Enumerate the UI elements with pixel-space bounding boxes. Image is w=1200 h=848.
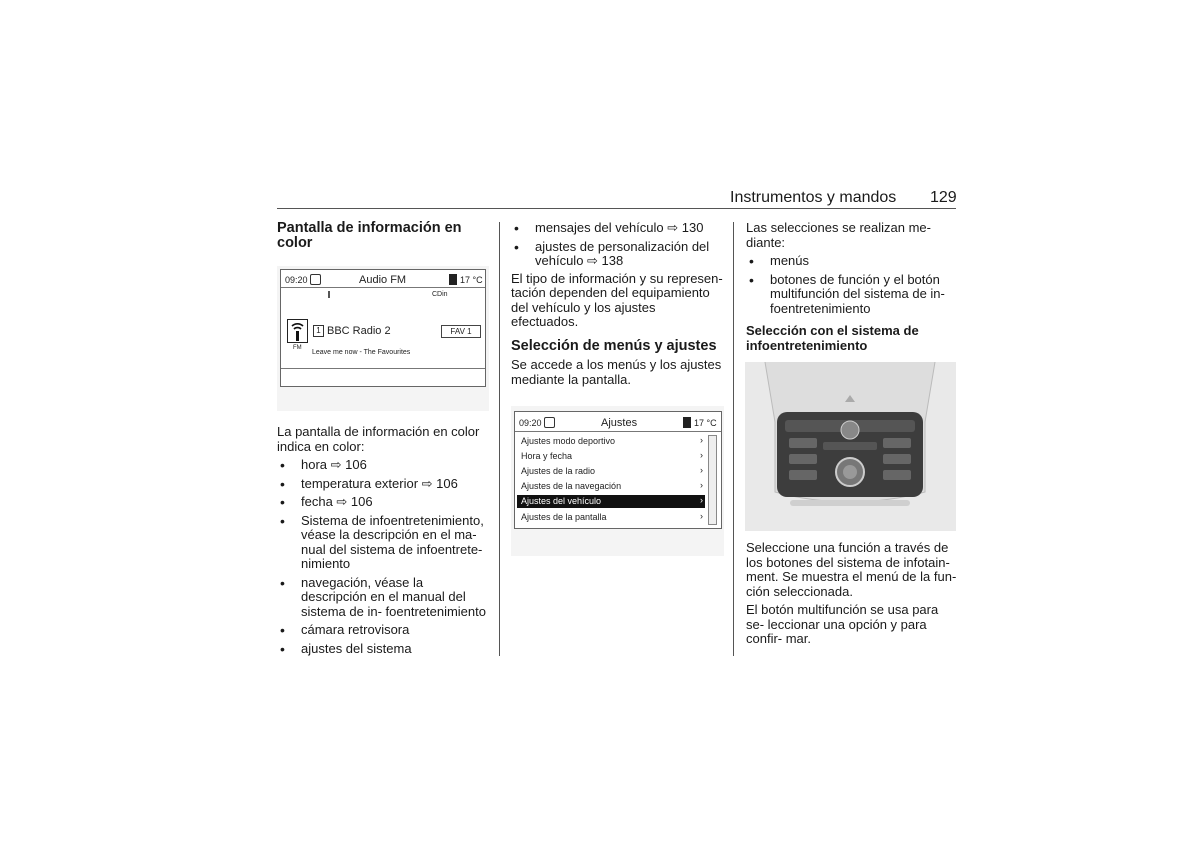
column-1 <box>277 221 492 250</box>
chevron-right-icon: › <box>700 495 703 505</box>
band-label: FM <box>293 345 302 351</box>
cd-label: CDin <box>432 291 448 298</box>
thermometer-icon <box>449 274 457 285</box>
favourite-button[interactable]: FAV 1 <box>441 325 481 338</box>
section-heading: Selección de menús y ajustes <box>511 337 717 354</box>
section-heading: Pantalla de información en color <box>277 220 462 251</box>
screen-time: 09:20 <box>519 418 542 428</box>
column-divider <box>499 222 500 656</box>
info-list <box>277 458 492 656</box>
menu-row[interactable]: Ajustes de la radio › <box>521 465 703 476</box>
list-item: • ajustes del sistema <box>277 642 492 657</box>
list-item: • ajustes de personalización del vehículo ⇨ 138 <box>511 240 726 269</box>
screen-time: 09:20 <box>285 275 308 285</box>
settings-screen-figure <box>511 406 724 556</box>
screen-title: Audio FM <box>359 274 407 286</box>
list-item: • hora ⇨ 106 <box>277 458 492 473</box>
paragraph: Seleccione una función a través de los botones del sistema de infotain- ment. Se muestra el menú de la fun- ción seleccionada. <box>746 540 957 599</box>
menu-row[interactable]: Ajustes de la navegación › <box>521 480 703 491</box>
header-rule <box>277 208 956 209</box>
list-item: • mensajes del vehículo ⇨ 130 <box>511 221 726 236</box>
selection-list <box>746 254 956 316</box>
screen-title: Ajustes <box>601 417 638 429</box>
scrollbar[interactable] <box>708 435 717 525</box>
clock-icon <box>310 274 321 285</box>
list-item: • Sistema de infoentretenimiento, véase la descripción en el ma- nual del sistema de infoentrete- nimiento <box>277 514 492 572</box>
track-info: Leave me now - The Favourites <box>312 349 411 356</box>
divider <box>281 287 485 288</box>
paragraph: El tipo de información y su represen- tación dependen del equipamiento del vehículo y los ajustes efectuados. <box>511 270 723 329</box>
chevron-right-icon: › <box>700 435 703 445</box>
paragraph: El botón multifunción se usa para se- leccionar una opción y para confir- mar. <box>746 602 939 646</box>
paragraph: Las selecciones se realizan me- diante: <box>746 220 931 250</box>
radio-icon <box>287 319 308 343</box>
thermometer-icon <box>683 417 691 428</box>
paragraph: Se accede a los menús y los ajustes mediante la pantalla. <box>511 357 722 387</box>
list-item: • fecha ⇨ 106 <box>277 495 492 510</box>
column-3 <box>746 221 956 353</box>
list-item: • cámara retrovisora <box>277 623 492 638</box>
chevron-right-icon: › <box>700 465 703 475</box>
info-list-cont <box>511 221 726 269</box>
menu-row[interactable]: Ajustes de la pantalla › <box>521 511 703 522</box>
clock-icon <box>544 417 555 428</box>
outside-temp: 17 °C <box>694 418 717 428</box>
infotainment-console-figure <box>745 362 956 531</box>
audio-screen-figure <box>277 266 489 411</box>
outside-temp: 17 °C <box>460 275 483 285</box>
signal-icon <box>328 291 330 298</box>
page-number: 129 <box>930 189 957 206</box>
menu-row-selected[interactable]: Ajustes del vehículo › <box>517 495 705 508</box>
list-item: • menús <box>746 254 956 269</box>
chevron-right-icon: › <box>700 480 703 490</box>
column-3-body <box>746 541 958 647</box>
column-1-body <box>277 425 492 660</box>
section-title: Instrumentos y mandos <box>730 189 897 206</box>
intro-text: La pantalla de información en color indica en color: <box>277 424 480 454</box>
list-item: • temperatura exterior ⇨ 106 <box>277 477 492 492</box>
menu-row[interactable]: Hora y fecha › <box>521 450 703 461</box>
divider <box>281 368 485 369</box>
station-name: BBC Radio 2 <box>327 325 391 337</box>
column-divider <box>733 222 734 656</box>
console-illustration <box>745 362 956 531</box>
chevron-right-icon: › <box>700 511 703 521</box>
divider <box>515 431 721 432</box>
preset-number: 1 <box>313 325 324 337</box>
menu-row[interactable]: Ajustes modo deportivo › <box>521 435 703 446</box>
list-item: • navegación, véase la descripción en el manual del sistema de in- foentretenimiento <box>277 576 492 620</box>
subheading: Selección con el sistema de infoentretenimiento <box>746 323 919 353</box>
chevron-right-icon: › <box>700 450 703 460</box>
settings-screen <box>514 411 722 529</box>
column-2 <box>511 221 726 387</box>
list-item: • botones de función y el botón multifunción del sistema de in- foentretenimiento <box>746 273 956 317</box>
audio-screen <box>280 269 486 387</box>
